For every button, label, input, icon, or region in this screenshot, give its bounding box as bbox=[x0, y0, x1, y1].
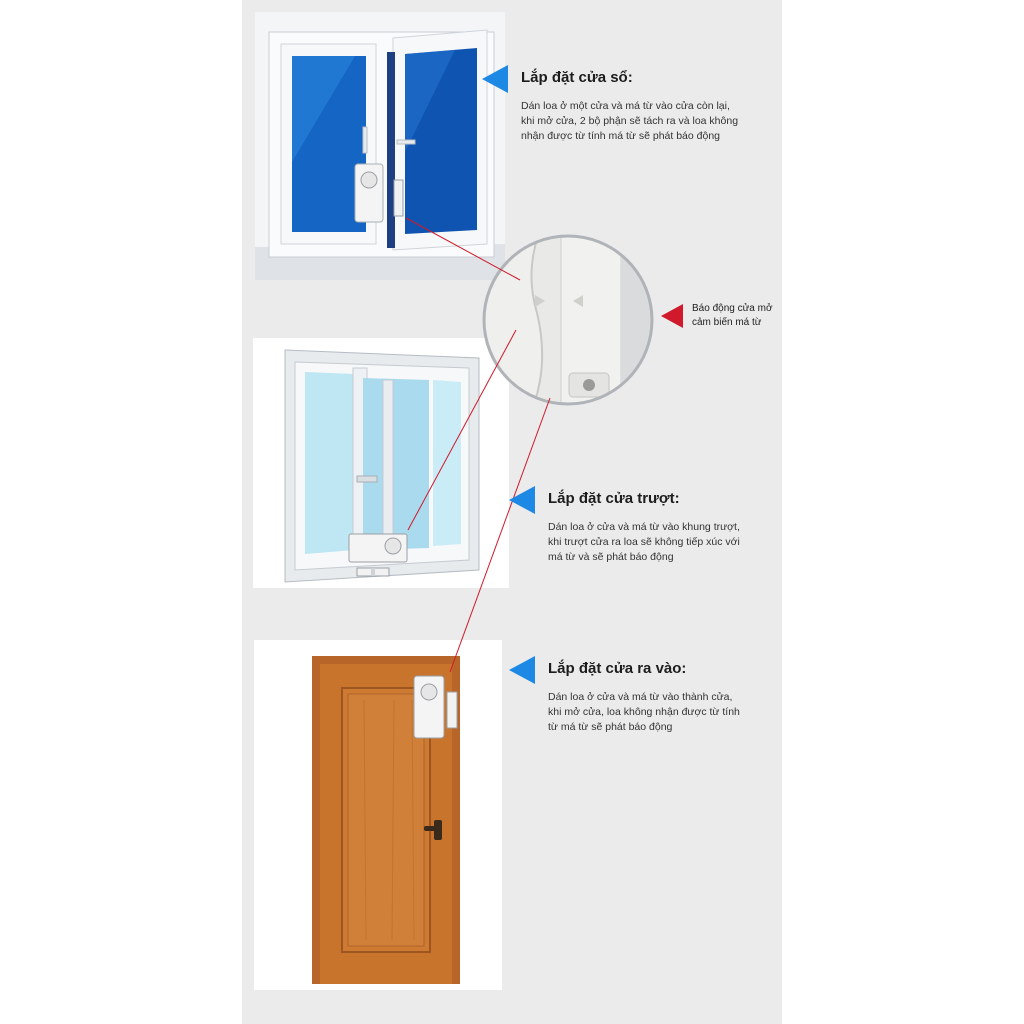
callout-line: cảm biến má từ bbox=[692, 317, 762, 328]
callout-arrow-icon bbox=[661, 304, 683, 328]
section-title-window: Lắp đặt cửa sổ: bbox=[521, 69, 633, 86]
sensor-callout-label bbox=[692, 302, 773, 330]
desc-line: Dán loa ở cửa và má từ vào khung trượt, bbox=[548, 521, 740, 533]
desc-line: khi mở cửa, loa không nhận được từ tính bbox=[548, 706, 740, 718]
section-desc-door bbox=[548, 690, 788, 735]
desc-line: má từ và sẽ phát báo động bbox=[548, 551, 674, 563]
desc-line: khi trượt cửa ra loa sẽ không tiếp xúc với bbox=[548, 536, 740, 548]
pointer-arrow-icon bbox=[482, 65, 508, 93]
section-title-sliding: Lắp đặt cửa trượt: bbox=[548, 490, 680, 507]
section-desc-window bbox=[521, 99, 761, 144]
pointer-arrow-icon bbox=[509, 656, 535, 684]
callout-line: Báo động cửa mở bbox=[692, 303, 773, 314]
desc-line: Dán loa ở cửa và má từ vào thành cửa, bbox=[548, 691, 733, 703]
section-title-door: Lắp đặt cửa ra vào: bbox=[548, 660, 687, 677]
pointer-arrow-icon bbox=[509, 486, 535, 514]
desc-line: nhận được từ tính má từ sẽ phát báo động bbox=[521, 130, 721, 142]
desc-line: từ má từ sẽ phát báo động bbox=[548, 721, 673, 733]
section-desc-sliding bbox=[548, 520, 788, 565]
desc-line: khi mở cửa, 2 bộ phận sẽ tách ra và loa không bbox=[521, 115, 739, 127]
desc-line: Dán loa ở một cửa và má từ vào cửa còn lại, bbox=[521, 100, 730, 112]
